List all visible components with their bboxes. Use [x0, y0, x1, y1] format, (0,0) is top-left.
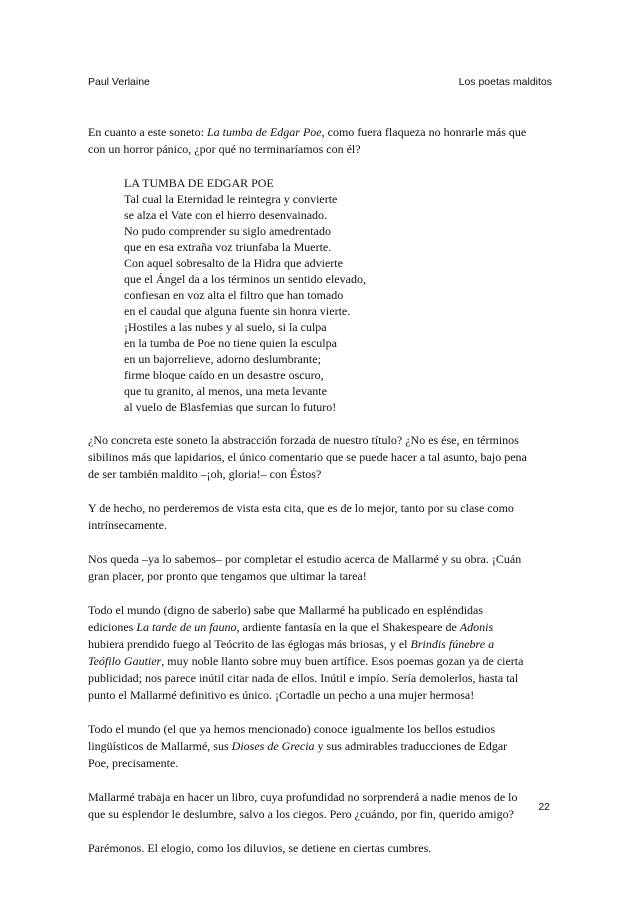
intro-paragraph [88, 124, 558, 158]
paragraph-line: Nos queda –ya lo sabemos– por completar el estudio acerca de Mallarmé y su obra. ¡Cuán [88, 552, 522, 566]
intro-line-1 [88, 124, 558, 141]
paragraph-7 [88, 840, 558, 857]
paragraph-5 [88, 721, 558, 772]
poem-block [124, 175, 558, 415]
text-span: lingüísticos de Mallarmé, sus [88, 739, 232, 753]
paragraph-line: Parémonos. El elogio, como los diluvios, se detiene en ciertas cumbres. [88, 841, 432, 855]
poem-title-reference: La tumba de Edgar Poe [206, 125, 322, 139]
poem-line: en la tumba de Poe no tiene quien la esculpa [124, 336, 337, 350]
text-span: hubiera prendido fuego al Teócrito de las églogas más briosas, y el [88, 637, 411, 651]
paragraph-line [88, 738, 558, 755]
paragraph-6 [88, 789, 558, 823]
paragraph-line: de ser también maldito –¡oh, gloria!– con Éstos? [88, 467, 322, 481]
paragraph-3 [88, 551, 558, 585]
poem-title: LA TUMBA DE EDGAR POE [124, 176, 274, 190]
paragraph-line: Poe, precisamente. [88, 756, 179, 770]
paragraph-line [88, 653, 558, 670]
intro-line-2: con un horror pánico, ¿por qué no terminaríamos con él? [88, 142, 361, 156]
poem-line: que el Ángel da a los términos un sentido elevado, [124, 272, 366, 286]
paragraph-line [88, 619, 558, 636]
poem-line: No pudo comprender su siglo amedrentado [124, 224, 331, 238]
work-title: Brindis fúnebre a [410, 637, 495, 651]
poem-line: firme bloque caído en un desastre oscuro, [124, 368, 324, 382]
paragraph-4 [88, 602, 558, 704]
text-span: ediciones [88, 620, 137, 634]
text-span: , como fuera flaqueza no honrarle más que [321, 125, 527, 139]
work-title: La tarde de un fauno [136, 620, 237, 634]
body-text [88, 124, 558, 874]
poem-line: Tal cual la Eternidad le reintegra y convierte [124, 192, 338, 206]
text-span: , muy noble llanto sobre muy buen artífice. Esos poemas gozan ya de cierta [161, 654, 524, 668]
paragraph-2 [88, 500, 558, 534]
paragraph-line: punto el Mallarmé definitivo es único. ¡Cortadle un pecho a una mujer hermosa! [88, 688, 475, 702]
paragraph-1 [88, 432, 558, 483]
paragraph-line: publicidad; nos parece inútil citar nada de ellos. Inútil e impío. Sería demolerlos, hasta tal [88, 671, 519, 685]
poem-line: al vuelo de Blasfemias que surcan lo futuro! [124, 400, 337, 414]
poem-line: que tu granito, al menos, una meta levante [124, 384, 327, 398]
work-title: Adonis [459, 620, 494, 634]
poem-line: se alza el Vate con el hierro desenvainado. [124, 208, 328, 222]
paragraph-line: que su esplendor le deslumbre, salvo a los ciegos. Pero ¿cuándo, por fin, querido amigo? [88, 807, 514, 821]
work-title: Dioses de Grecia [231, 739, 315, 753]
poem-line: en el caudal que alguna fuente sin honra vierte. [124, 304, 351, 318]
paragraph-line: ¿No concreta este soneto la abstracción forzada de nuestro título? ¿No es ése, en términos [88, 433, 519, 447]
paragraph-line: gran placer, por pronto que tengamos que ultimar la tarea! [88, 569, 367, 583]
poem-line: Con aquel sobresalto de la Hidra que advierte [124, 256, 343, 270]
text-span: , ardiente fantasía en la que el Shakespeare de [236, 620, 460, 634]
paragraph-line: Todo el mundo (el que ya hemos mencionado) conoce igualmente los bellos estudios [88, 722, 496, 736]
work-title: Teófilo Gautier [88, 654, 162, 668]
page-number: 22 [538, 801, 550, 813]
poem-line: confiesan en voz alta el filtro que han tomado [124, 288, 344, 302]
header-book-title: Los poetas malditos [458, 76, 552, 88]
header-author: Paul Verlaine [88, 76, 150, 88]
poem-line: en un bajorrelieve, adorno deslumbrante; [124, 352, 321, 366]
paragraph-line: Todo el mundo (digno de saberlo) sabe que Mallarmé ha publicado en espléndidas [88, 603, 484, 617]
paragraph-line: intrínsecamente. [88, 518, 167, 532]
poem-line: ¡Hostiles a las nubes y al suelo, si la culpa [124, 320, 327, 334]
text-span: y sus admirables traducciones de Edgar [314, 739, 508, 753]
paragraph-line: sibilinos más que lapidarios, el único comentario que se puede hacer a tal asunto, bajo pena [88, 450, 527, 464]
paragraph-line [88, 636, 558, 653]
paragraph-line: Mallarmé trabaja en hacer un libro, cuya profundidad no sorprenderá a nadie menos de lo [88, 790, 518, 804]
paragraph-line: Y de hecho, no perderemos de vista esta cita, que es de lo mejor, tanto por su clase como [88, 501, 514, 515]
text-span: En cuanto a este soneto: [88, 125, 207, 139]
poem-line: que en esa extraña voz triunfaba la Muerte. [124, 240, 332, 254]
